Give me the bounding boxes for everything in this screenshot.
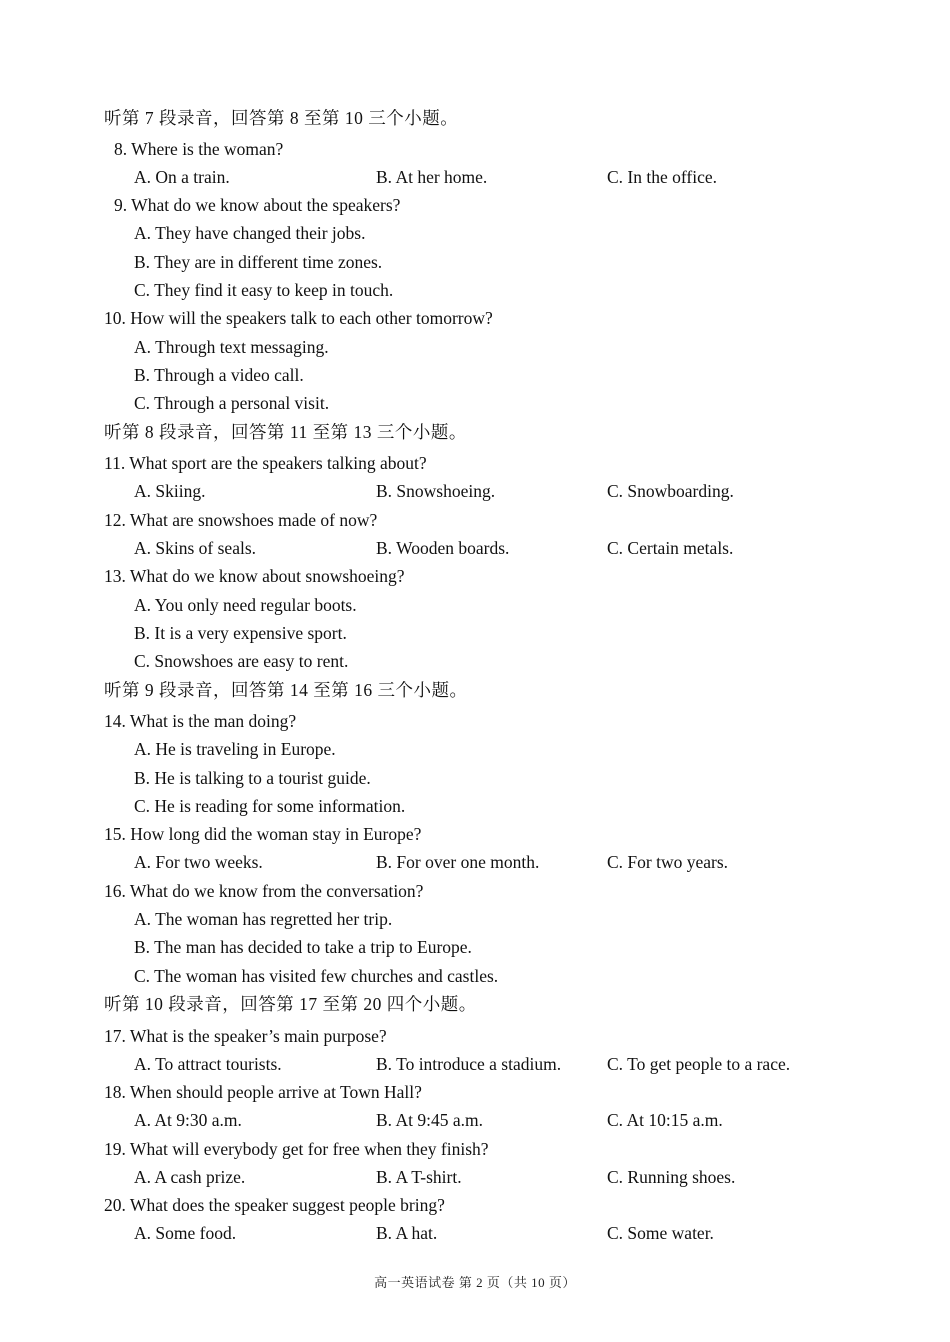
option-b: B. It is a very expensive sport.	[134, 623, 347, 643]
option-c: C. Through a personal visit.	[134, 393, 330, 413]
question-stem: 9. What do we know about the speakers?	[114, 195, 401, 215]
option-b: B. He is talking to a tourist guide.	[134, 768, 371, 788]
option-b: B. Through a video call.	[134, 365, 304, 385]
question-stem: 16. What do we know from the conversation?	[104, 881, 424, 901]
option-c: C. They find it easy to keep in touch.	[134, 280, 394, 300]
question-stem: 19. What will everybody get for free when they finish?	[104, 1139, 489, 1159]
option-b: B. To introduce a stadium.	[376, 1054, 562, 1074]
question-stem: 10. How will the speakers talk to each other tomorrow?	[104, 308, 493, 328]
option-a: A. You only need regular boots.	[134, 595, 357, 615]
option-b: B. At her home.	[376, 167, 488, 187]
question-stem: 17. What is the speaker’s main purpose?	[104, 1026, 387, 1046]
option-b: B. At 9:45 a.m.	[376, 1110, 483, 1130]
option-c: C. In the office.	[607, 167, 717, 187]
option-c: C. Snowshoes are easy to rent.	[134, 651, 349, 671]
section-heading: 听第 8 段录音，回答第 11 至第 13 三个小题。	[104, 422, 467, 442]
option-c: C. For two years.	[607, 852, 729, 872]
question-stem: 12. What are snowshoes made of now?	[104, 510, 378, 530]
option-b: B. They are in different time zones.	[134, 252, 383, 272]
option-a: A. The woman has regretted her trip.	[134, 909, 393, 929]
option-a: A. To attract tourists.	[134, 1054, 282, 1074]
option-a: A. Some food.	[134, 1223, 237, 1243]
question-stem: 8. Where is the woman?	[114, 139, 284, 159]
section-heading: 听第 7 段录音，回答第 8 至第 10 三个小题。	[104, 108, 459, 128]
option-b: B. For over one month.	[376, 852, 540, 872]
option-a: A. Through text messaging.	[134, 337, 329, 357]
option-a: A. For two weeks.	[134, 852, 263, 872]
question-stem: 18. When should people arrive at Town Hall?	[104, 1082, 422, 1102]
question-stem: 13. What do we know about snowshoeing?	[104, 566, 405, 586]
option-a: A. A cash prize.	[134, 1167, 246, 1187]
question-stem: 11. What sport are the speakers talking about?	[104, 453, 427, 473]
section-heading: 听第 9 段录音，回答第 14 至第 16 三个小题。	[104, 680, 468, 700]
option-b: B. A T-shirt.	[376, 1167, 462, 1187]
option-c: C. Some water.	[607, 1223, 714, 1243]
option-a: A. He is traveling in Europe.	[134, 739, 336, 759]
question-stem: 14. What is the man doing?	[104, 711, 297, 731]
option-a: A. Skiing.	[134, 481, 206, 501]
option-c: C. At 10:15 a.m.	[607, 1110, 723, 1130]
option-c: C. He is reading for some information.	[134, 796, 406, 816]
option-a: A. Skins of seals.	[134, 538, 257, 558]
option-c: C. To get people to a race.	[607, 1054, 791, 1074]
option-c: C. The woman has visited few churches and castles.	[134, 966, 499, 986]
option-a: A. At 9:30 a.m.	[134, 1110, 242, 1130]
page-footer: 高一英语试卷 第 2 页（共 10 页）	[374, 1275, 576, 1290]
option-a: A. They have changed their jobs.	[134, 223, 366, 243]
option-c: C. Running shoes.	[607, 1167, 736, 1187]
question-stem: 20. What does the speaker suggest people bring?	[104, 1195, 445, 1215]
option-c: C. Certain metals.	[607, 538, 734, 558]
option-b: B. The man has decided to take a trip to Europe.	[134, 937, 472, 957]
option-b: B. Wooden boards.	[376, 538, 510, 558]
option-a: A. On a train.	[134, 167, 230, 187]
option-c: C. Snowboarding.	[607, 481, 734, 501]
option-b: B. Snowshoeing.	[376, 481, 496, 501]
question-stem: 15. How long did the woman stay in Europe?	[104, 824, 422, 844]
option-b: B. A hat.	[376, 1223, 438, 1243]
section-heading: 听第 10 段录音，回答第 17 至第 20 四个小题。	[104, 994, 477, 1014]
